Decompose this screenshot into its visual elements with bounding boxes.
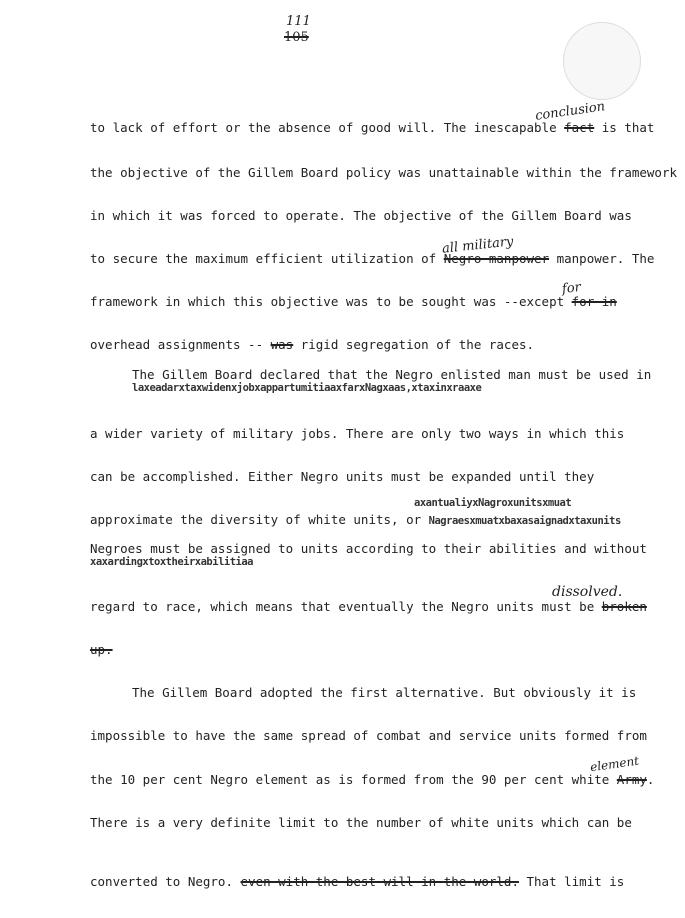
line-10: approximate the diversity of white units, or Nagraesxmuatxbaxasaignadxtaxunits xyxy=(90,512,621,527)
line-4: to secure the maximum efficient utilization of Negro manpower manpower. The xyxy=(90,251,655,266)
line-13: up. xyxy=(90,642,113,657)
line-11-xed-out: xaxardingxtoxtheirxabilitiaa xyxy=(90,556,254,568)
line-2: the objective of the Gillem Board policy was unattainable within the framework xyxy=(90,165,677,180)
line-7-xed-out: laxeadarxtaxwidenxjobxappartumitiaaxfarxNagxaas,xtaxinxraaxe xyxy=(132,382,482,394)
line-9: can be accomplished. Either Negro units must be expanded until they xyxy=(90,469,595,484)
line-7: The Gillem Board declared that the Negro enlisted man must be used in xyxy=(132,367,652,382)
annotation-dissolved: dissolved. xyxy=(552,584,623,600)
line-8: a wider variety of military jobs. There are only two ways in which this xyxy=(90,426,625,441)
line-12: regard to race, which means that eventually the Negro units must be broken xyxy=(90,599,647,614)
line-1: to lack of effort or the absence of good will. The inescapable fact is that xyxy=(90,120,655,135)
line-10-xed-above: axantualiyxNagroxunitsxmuat xyxy=(414,497,572,509)
line-14: The Gillem Board adopted the first alternative. But obviously it is xyxy=(132,685,637,700)
annotation-element: element xyxy=(589,753,640,775)
line-17: There is a very definite limit to the number of white units which can be xyxy=(90,815,632,830)
annotation-conclusion: conclusion xyxy=(534,99,607,124)
line-6: overhead assignments -- was rigid segregation of the races. xyxy=(90,337,535,352)
line-3: in which it was forced to operate. The objective of the Gillem Board was xyxy=(90,208,632,223)
annotation-all-military: all military xyxy=(441,234,515,257)
line-11: Negroes must be assigned to units according to their abilities and without xyxy=(90,541,647,556)
line-16: the 10 per cent Negro element as is formed from the 90 per cent white Army. xyxy=(90,772,655,787)
page-number-handwritten: 111 xyxy=(286,14,311,29)
line-5: framework in which this objective was to be sought was --except for in xyxy=(90,294,617,309)
page-number-typed: 105 xyxy=(284,30,309,45)
line-18: converted to Negro. even with the best will in the world. That limit is xyxy=(90,874,625,889)
annotation-for: for xyxy=(561,280,582,297)
library-stamp xyxy=(563,22,641,100)
line-15: impossible to have the same spread of combat and service units formed from xyxy=(90,728,647,743)
